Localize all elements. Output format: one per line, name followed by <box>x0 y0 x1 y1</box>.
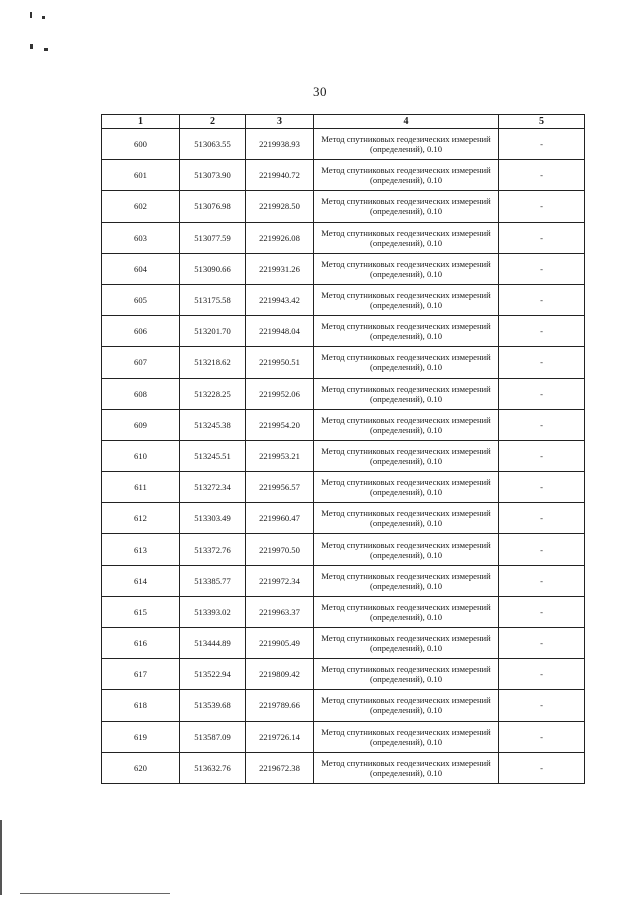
table-row <box>102 409 585 440</box>
x-coordinate-cell: 513077.59 <box>180 222 246 253</box>
x-coordinate-cell: 513073.90 <box>180 160 246 191</box>
note-cell: - <box>499 284 585 315</box>
y-coordinate-cell: 2219940.72 <box>246 160 314 191</box>
table-row <box>102 472 585 503</box>
scan-mark <box>42 16 45 19</box>
table-row <box>102 534 585 565</box>
x-coordinate-cell: 513175.58 <box>180 284 246 315</box>
scan-edge <box>20 893 170 894</box>
method-cell: Метод спутниковых геодезических измерений (определений), 0.10 <box>314 409 499 440</box>
y-coordinate-cell: 2219960.47 <box>246 503 314 534</box>
column-header: 4 <box>314 115 499 129</box>
method-cell: Метод спутниковых геодезических измерений (определений), 0.10 <box>314 440 499 471</box>
y-coordinate-cell: 2219726.14 <box>246 721 314 752</box>
y-coordinate-cell: 2219963.37 <box>246 596 314 627</box>
x-coordinate-cell: 513539.68 <box>180 690 246 721</box>
y-coordinate-cell: 2219972.34 <box>246 565 314 596</box>
point-number-cell: 610 <box>102 440 180 471</box>
note-cell: - <box>499 160 585 191</box>
method-cell: Метод спутниковых геодезических измерений (определений), 0.10 <box>314 129 499 160</box>
y-coordinate-cell: 2219905.49 <box>246 628 314 659</box>
note-cell: - <box>499 690 585 721</box>
note-cell: - <box>499 316 585 347</box>
note-cell: - <box>499 596 585 627</box>
method-cell: Метод спутниковых геодезических измерений (определений), 0.10 <box>314 160 499 191</box>
point-number-cell: 613 <box>102 534 180 565</box>
note-cell: - <box>499 534 585 565</box>
x-coordinate-cell: 513444.89 <box>180 628 246 659</box>
point-number-cell: 607 <box>102 347 180 378</box>
y-coordinate-cell: 2219943.42 <box>246 284 314 315</box>
note-cell: - <box>499 129 585 160</box>
x-coordinate-cell: 513218.62 <box>180 347 246 378</box>
x-coordinate-cell: 513372.76 <box>180 534 246 565</box>
method-cell: Метод спутниковых геодезических измерений (определений), 0.10 <box>314 534 499 565</box>
point-number-cell: 618 <box>102 690 180 721</box>
scan-mark <box>30 12 32 18</box>
y-coordinate-cell: 2219948.04 <box>246 316 314 347</box>
x-coordinate-cell: 513522.94 <box>180 659 246 690</box>
x-coordinate-cell: 513245.38 <box>180 409 246 440</box>
column-header: 5 <box>499 115 585 129</box>
point-number-cell: 603 <box>102 222 180 253</box>
point-number-cell: 620 <box>102 752 180 783</box>
y-coordinate-cell: 2219789.66 <box>246 690 314 721</box>
point-number-cell: 601 <box>102 160 180 191</box>
y-coordinate-cell: 2219970.50 <box>246 534 314 565</box>
table-row <box>102 659 585 690</box>
note-cell: - <box>499 440 585 471</box>
table-row <box>102 628 585 659</box>
method-cell: Метод спутниковых геодезических измерений (определений), 0.10 <box>314 191 499 222</box>
note-cell: - <box>499 752 585 783</box>
point-number-cell: 611 <box>102 472 180 503</box>
method-cell: Метод спутниковых геодезических измерений (определений), 0.10 <box>314 628 499 659</box>
table-header-row <box>102 115 585 129</box>
table-row <box>102 347 585 378</box>
table-row <box>102 690 585 721</box>
point-number-cell: 600 <box>102 129 180 160</box>
method-cell: Метод спутниковых геодезических измерений (определений), 0.10 <box>314 690 499 721</box>
point-number-cell: 615 <box>102 596 180 627</box>
note-cell: - <box>499 659 585 690</box>
method-cell: Метод спутниковых геодезических измерений (определений), 0.10 <box>314 378 499 409</box>
note-cell: - <box>499 628 585 659</box>
x-coordinate-cell: 513245.51 <box>180 440 246 471</box>
y-coordinate-cell: 2219938.93 <box>246 129 314 160</box>
point-number-cell: 619 <box>102 721 180 752</box>
table-row <box>102 284 585 315</box>
method-cell: Метод спутниковых геодезических измерений (определений), 0.10 <box>314 721 499 752</box>
note-cell: - <box>499 253 585 284</box>
point-number-cell: 605 <box>102 284 180 315</box>
column-header: 2 <box>180 115 246 129</box>
y-coordinate-cell: 2219956.57 <box>246 472 314 503</box>
table-row <box>102 752 585 783</box>
page-number: 30 <box>313 84 327 99</box>
table-row <box>102 160 585 191</box>
table-row <box>102 596 585 627</box>
x-coordinate-cell: 513228.25 <box>180 378 246 409</box>
method-cell: Метод спутниковых геодезических измерений (определений), 0.10 <box>314 565 499 596</box>
y-coordinate-cell: 2219672.38 <box>246 752 314 783</box>
scan-mark <box>30 44 33 49</box>
table-row <box>102 222 585 253</box>
method-cell: Метод спутниковых геодезических измерений (определений), 0.10 <box>314 253 499 284</box>
note-cell: - <box>499 721 585 752</box>
y-coordinate-cell: 2219950.51 <box>246 347 314 378</box>
point-number-cell: 604 <box>102 253 180 284</box>
x-coordinate-cell: 513272.34 <box>180 472 246 503</box>
method-cell: Метод спутниковых геодезических измерений (определений), 0.10 <box>314 284 499 315</box>
method-cell: Метод спутниковых геодезических измерений (определений), 0.10 <box>314 472 499 503</box>
method-cell: Метод спутниковых геодезических измерений (определений), 0.10 <box>314 222 499 253</box>
method-cell: Метод спутниковых геодезических измерений (определений), 0.10 <box>314 596 499 627</box>
note-cell: - <box>499 347 585 378</box>
method-cell: Метод спутниковых геодезических измерений (определений), 0.10 <box>314 316 499 347</box>
table-row <box>102 440 585 471</box>
y-coordinate-cell: 2219954.20 <box>246 409 314 440</box>
table-row <box>102 565 585 596</box>
table-row <box>102 378 585 409</box>
point-number-cell: 614 <box>102 565 180 596</box>
x-coordinate-cell: 513632.76 <box>180 752 246 783</box>
point-number-cell: 609 <box>102 409 180 440</box>
note-cell: - <box>499 409 585 440</box>
note-cell: - <box>499 472 585 503</box>
note-cell: - <box>499 565 585 596</box>
x-coordinate-cell: 513393.02 <box>180 596 246 627</box>
x-coordinate-cell: 513076.98 <box>180 191 246 222</box>
table-row <box>102 503 585 534</box>
point-number-cell: 612 <box>102 503 180 534</box>
table-row <box>102 253 585 284</box>
method-cell: Метод спутниковых геодезических измерений (определений), 0.10 <box>314 503 499 534</box>
y-coordinate-cell: 2219928.50 <box>246 191 314 222</box>
scan-mark <box>44 48 48 51</box>
x-coordinate-cell: 513063.55 <box>180 129 246 160</box>
table-row <box>102 191 585 222</box>
table-row <box>102 316 585 347</box>
point-number-cell: 606 <box>102 316 180 347</box>
note-cell: - <box>499 222 585 253</box>
y-coordinate-cell: 2219952.06 <box>246 378 314 409</box>
coordinates-table <box>101 114 585 784</box>
y-coordinate-cell: 2219953.21 <box>246 440 314 471</box>
point-number-cell: 617 <box>102 659 180 690</box>
point-number-cell: 616 <box>102 628 180 659</box>
y-coordinate-cell: 2219809.42 <box>246 659 314 690</box>
x-coordinate-cell: 513303.49 <box>180 503 246 534</box>
x-coordinate-cell: 513201.70 <box>180 316 246 347</box>
column-header: 1 <box>102 115 180 129</box>
y-coordinate-cell: 2219926.08 <box>246 222 314 253</box>
x-coordinate-cell: 513090.66 <box>180 253 246 284</box>
table-row <box>102 129 585 160</box>
method-cell: Метод спутниковых геодезических измерений (определений), 0.10 <box>314 347 499 378</box>
note-cell: - <box>499 191 585 222</box>
x-coordinate-cell: 513385.77 <box>180 565 246 596</box>
note-cell: - <box>499 378 585 409</box>
table-row <box>102 721 585 752</box>
column-header: 3 <box>246 115 314 129</box>
method-cell: Метод спутниковых геодезических измерений (определений), 0.10 <box>314 752 499 783</box>
note-cell: - <box>499 503 585 534</box>
point-number-cell: 602 <box>102 191 180 222</box>
x-coordinate-cell: 513587.09 <box>180 721 246 752</box>
scan-edge <box>0 820 2 895</box>
point-number-cell: 608 <box>102 378 180 409</box>
method-cell: Метод спутниковых геодезических измерений (определений), 0.10 <box>314 659 499 690</box>
y-coordinate-cell: 2219931.26 <box>246 253 314 284</box>
